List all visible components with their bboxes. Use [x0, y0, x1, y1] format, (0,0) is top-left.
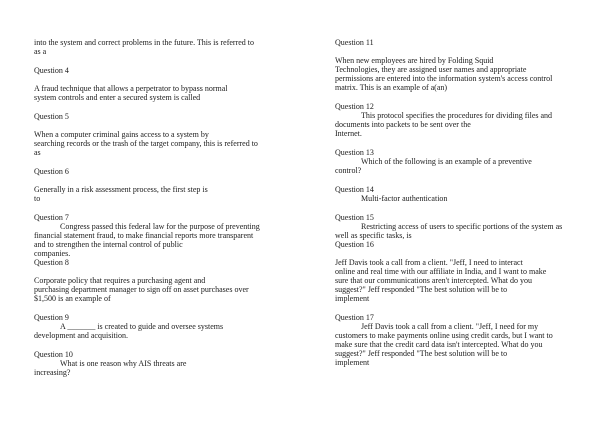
question-heading: Question 10: [34, 350, 73, 359]
question-block-14: [335, 185, 571, 203]
question-text: Multi-factor authentication: [361, 194, 448, 203]
question-text: Congress passed this federal law for the purpose of preventing financial statement fraud, to make financial reports more transparent and to strengthen the internal control of public companies.: [34, 222, 260, 258]
question-block-11: [335, 38, 571, 92]
question-text: Jeff Davis took a call from a client. "Jeff, I need for my customers to make payments online using credit cards, but I want to make sure that the credit card data isn't intercepted. What do you suggest?" Jeff responded "The best solution will be to implement: [335, 322, 553, 367]
question-block-continuation: [34, 38, 266, 56]
question-block-16: [335, 240, 571, 303]
question-block-15: [335, 213, 571, 240]
right-column: [335, 38, 571, 377]
question-text: A fraud technique that allows a perpetrator to bypass normal system controls and enter a secured system is called: [34, 84, 228, 102]
question-heading: Question 5: [34, 112, 69, 121]
question-block-13: [335, 148, 571, 175]
question-block-6: [34, 167, 266, 203]
question-heading: Question 9: [34, 313, 69, 322]
question-text: What is one reason why AIS threats are increasing?: [34, 359, 187, 377]
question-heading: Question 16: [335, 240, 374, 249]
question-text: Generally in a risk assessment process, the first step is to: [34, 185, 208, 203]
question-text: A _______ is created to guide and oversee systems development and acquisition.: [34, 322, 224, 340]
question-text: Restricting access of users to specific portions of the system as well as specific tasks, is: [335, 222, 563, 240]
left-column: [34, 38, 266, 387]
question-block-8: [34, 258, 266, 303]
question-block-9: [34, 313, 266, 340]
question-heading: Question 13: [335, 148, 374, 157]
question-text: Corporate policy that requires a purchasing agent and purchasing department manager to sign off on asset purchases over $1,500 is an example of: [34, 276, 249, 303]
question-heading: Question 12: [335, 102, 374, 111]
question-heading: Question 15: [335, 213, 374, 222]
question-heading: Question 6: [34, 167, 69, 176]
question-block-17: [335, 313, 571, 367]
question-block-12: [335, 102, 571, 138]
question-heading: Question 8: [34, 258, 69, 267]
question-heading: Question 14: [335, 185, 374, 194]
question-block-10: [34, 350, 266, 377]
question-heading: Question 7: [34, 213, 69, 222]
question-text: When new employees are hired by Folding Squid Technologies, they are assigned user names and appropriate permissions are entered into the information system's access control matrix. This is an example of a(an): [335, 56, 553, 92]
question-block-4: [34, 66, 266, 102]
question-block-5: [34, 112, 266, 157]
question-text: Which of the following is an example of a preventive control?: [335, 157, 532, 175]
question-heading: Question 17: [335, 313, 374, 322]
question-text: Jeff Davis took a call from a client. "Jeff, I need to interact online and real time with our affiliate in India, and I want to make sure that our communications aren't intercepted. What do you suggest?" Jeff responded "The best solution will be to implement: [335, 258, 547, 303]
question-text: This protocol specifies the procedures for dividing files and documents into packets to be sent over the Internet.: [335, 111, 553, 138]
question-block-7: [34, 213, 266, 258]
question-heading: Question 4: [34, 66, 69, 75]
question-text: When a computer criminal gains access to a system by searching records or the trash of the target company, this is referred to as: [34, 130, 258, 157]
question-heading: Question 11: [335, 38, 374, 47]
question-text: into the system and correct problems in the future. This is referred to as a: [34, 38, 255, 56]
